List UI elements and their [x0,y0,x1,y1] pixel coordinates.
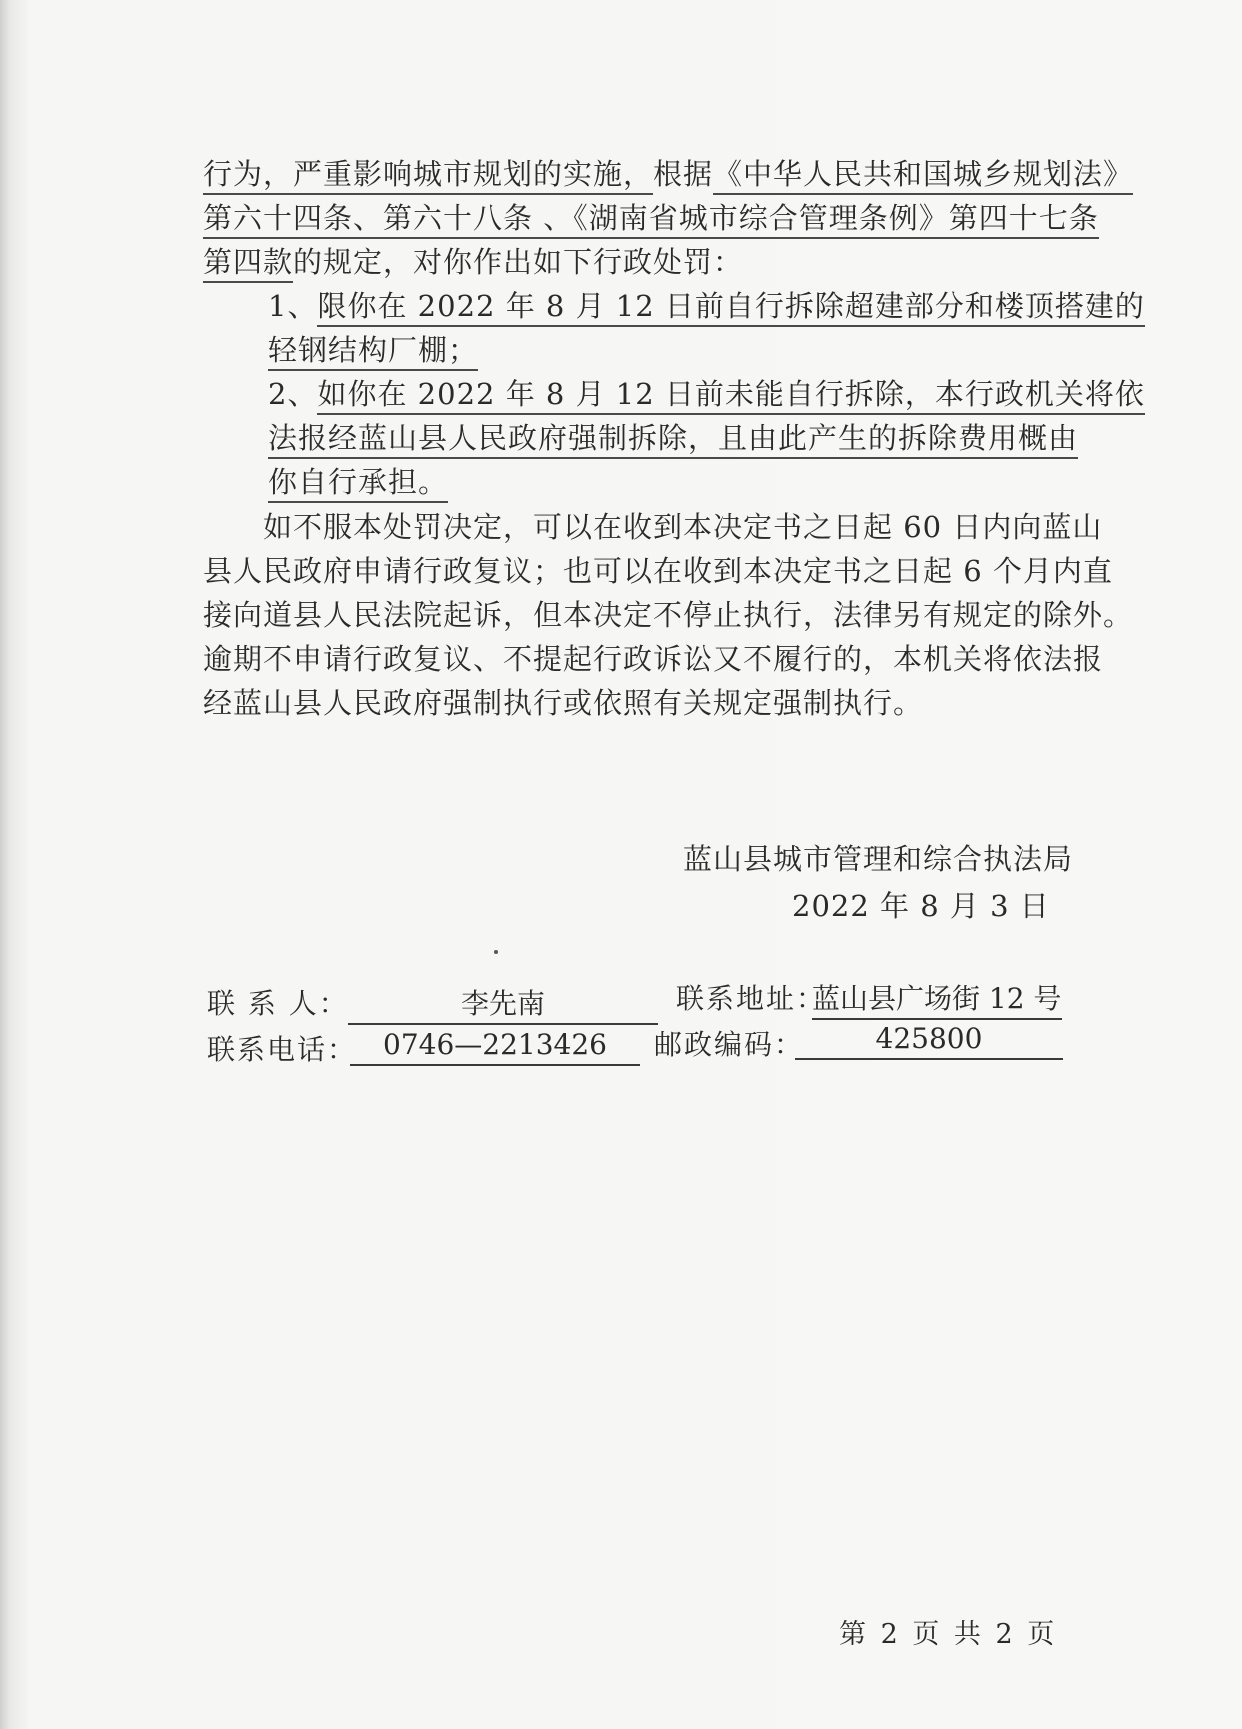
appeal-line: 如不服本处罚决定，可以在收到本决定书之日起 60 日内向蓝山 [263,510,1103,544]
item-number: 2、 [268,377,318,411]
appeal-line: 接向道县人民法院起诉，但本决定不停止执行，法律另有规定的除外。 [203,598,1134,632]
body-text: 根据 [653,157,714,191]
penalty-item-2-cont [268,419,1078,457]
penalty-item-1-cont [268,331,478,369]
underlined-text: 行为，严重影响城市规划的实施， [203,157,653,195]
body-line-3 [203,243,743,281]
contact-postcode-label: 邮政编码： [654,1028,805,1061]
issuing-authority: 蓝山县城市管理和综合执法局 [683,842,1074,876]
underlined-text: 第四款 [203,245,293,283]
contact-person-label: 联 系 人： [207,987,349,1020]
body-text: 的规定，对你作出如下行政处罚： [293,245,744,279]
underlined-text: 你自行承担。 [268,465,448,503]
page-indicator: 第 2 页 共 2 页 [839,1619,1058,1650]
underlined-text: 《中华人民共和国城乡规划法》 [713,157,1133,195]
contact-address-label: 联系地址： [676,982,827,1015]
contact-phone-label: 联系电话： [207,1033,358,1066]
appeal-line: 经蓝山县人民政府强制执行或依照有关规定强制执行。 [203,686,924,720]
penalty-item-1 [268,287,1145,325]
underlined-text: 法报经蓝山县人民政府强制拆除，且由此产生的拆除费用概由 [268,421,1078,459]
penalty-item-2 [268,375,1145,413]
body-line-2 [203,199,1099,237]
underlined-text: 限你在 2022 年 8 月 12 日前自行拆除超建部分和楼顶搭建的 [317,289,1144,327]
contact-postcode-value: 425800 [795,1020,1063,1060]
appeal-line: 县人民政府申请行政复议；也可以在收到本决定书之日起 6 个月内直 [203,554,1113,588]
issue-date: 2022 年 8 月 3 日 [792,889,1050,923]
underlined-text: 如你在 2022 年 8 月 12 日前未能自行拆除，本行政机关将依 [317,377,1144,415]
contact-phone-value: 0746—2213426 [350,1026,640,1066]
speck-mark [494,950,498,954]
contact-address-value: 蓝山县广场街 12 号 [812,980,1062,1020]
body-line-1 [203,155,1133,193]
contact-person-value: 李先南 [348,985,658,1025]
penalty-item-2-cont [268,463,448,501]
appeal-line: 逾期不申请行政复议、不提起行政诉讼又不履行的，本机关将依法报 [203,642,1104,676]
item-number: 1、 [268,289,318,323]
underlined-text: 第六十四条、第六十八条 、《湖南省城市综合管理条例》第四十七条 [203,201,1099,239]
underlined-text: 轻钢结构厂棚； [268,333,478,371]
